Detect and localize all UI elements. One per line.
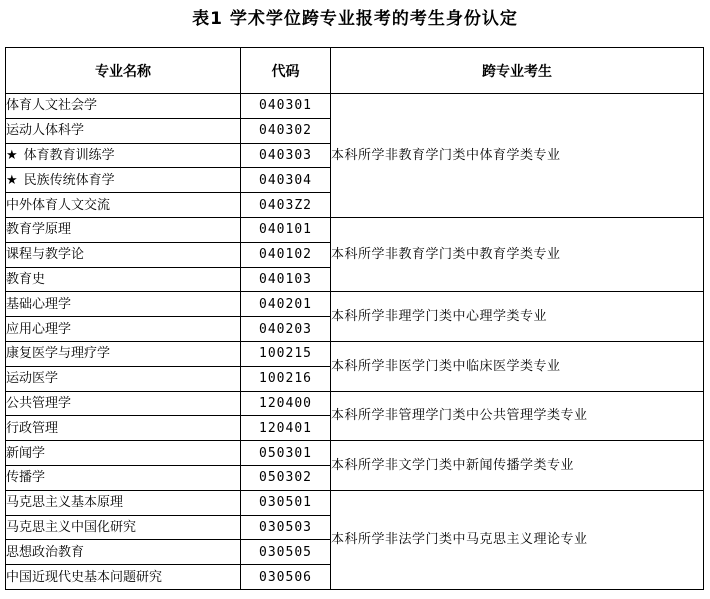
cross-major-requirement: 本科所学非管理学门类中公共管理学类专业 [331,391,704,441]
major-name-cell [6,267,241,292]
major-code: 040301 [241,94,331,119]
major-name: 课程与教学论 [6,247,85,263]
major-code: 100215 [241,341,331,366]
major-name-cell [6,465,241,490]
major-code: 040302 [241,118,331,143]
major-code: 040303 [241,143,331,168]
major-name-cell [6,540,241,565]
major-name: 民族传统体育学 [23,172,115,188]
major-name-cell [6,242,241,267]
major-name-cell [6,391,241,416]
header-code: 代码 [241,48,331,94]
major-name-cell [6,292,241,317]
major-name: 新闻学 [6,445,46,461]
table-row [6,292,704,317]
major-code: 050301 [241,441,331,466]
major-name-cell [6,490,241,515]
header-major-name: 专业名称 [6,48,241,94]
major-name: 中外体育人文交流 [6,197,111,213]
major-name-cell [6,341,241,366]
major-code: 120400 [241,391,331,416]
major-name: 应用心理学 [6,321,72,337]
table-row [6,94,704,119]
major-name: 教育学原理 [6,222,72,238]
major-name-cell [6,118,241,143]
major-code: 040102 [241,242,331,267]
major-code: 030501 [241,490,331,515]
table-row [6,391,704,416]
table-row [6,341,704,366]
table-row [6,490,704,515]
major-name: 体育人文社会学 [6,98,98,114]
major-name: 教育史 [6,271,46,287]
major-name: 马克思主义中国化研究 [6,519,137,535]
major-name-cell [6,143,241,168]
table-title: 表1 学术学位跨专业报考的考生身份认定 [192,9,518,29]
major-name: 基础心理学 [6,296,72,312]
table-body [6,94,704,590]
major-name: 传播学 [6,470,46,486]
cross-major-requirement: 本科所学非文学门类中新闻传播学类专业 [331,441,704,491]
major-code: 040103 [241,267,331,292]
cross-major-identification-table [5,47,704,590]
major-code: 030503 [241,515,331,540]
star-icon: ★ [6,172,18,188]
major-name: 康复医学与理疗学 [6,346,111,362]
major-name-cell [6,193,241,218]
major-code: 040101 [241,217,331,242]
major-name-cell [6,317,241,342]
major-name: 马克思主义基本原理 [6,495,124,511]
major-name: 行政管理 [6,420,59,436]
major-code: 100216 [241,366,331,391]
cross-major-requirement: 本科所学非理学门类中心理学类专业 [331,292,704,342]
major-name-cell [6,168,241,193]
star-icon: ★ [6,147,18,163]
header-row [6,48,704,94]
cross-major-requirement: 本科所学非法学门类中马克思主义理论专业 [331,490,704,589]
cross-major-requirement: 本科所学非教育学门类中教育学类专业 [331,217,704,291]
table-row [6,441,704,466]
major-code: 030506 [241,565,331,590]
major-name: 中国近现代史基本问题研究 [6,569,163,585]
major-name: 运动人体科学 [6,123,85,139]
major-name-cell [6,416,241,441]
major-code: 040201 [241,292,331,317]
major-name: 运动医学 [6,371,59,387]
major-name: 思想政治教育 [6,544,85,560]
cross-major-requirement: 本科所学非医学门类中临床医学类专业 [331,341,704,391]
major-code: 040304 [241,168,331,193]
header-cross-major-candidate: 跨专业考生 [331,48,704,94]
major-name-cell [6,565,241,590]
major-code: 050302 [241,465,331,490]
major-code: 120401 [241,416,331,441]
major-name: 体育教育训练学 [23,147,115,163]
major-name-cell [6,515,241,540]
major-name-cell [6,441,241,466]
major-code: 030505 [241,540,331,565]
major-name: 公共管理学 [6,395,72,411]
major-name-cell [6,94,241,119]
cross-major-requirement: 本科所学非教育学门类中体育学类专业 [331,94,704,218]
table-row [6,217,704,242]
major-code: 040203 [241,317,331,342]
major-name-cell [6,217,241,242]
major-name-cell [6,366,241,391]
major-code: 0403Z2 [241,193,331,218]
